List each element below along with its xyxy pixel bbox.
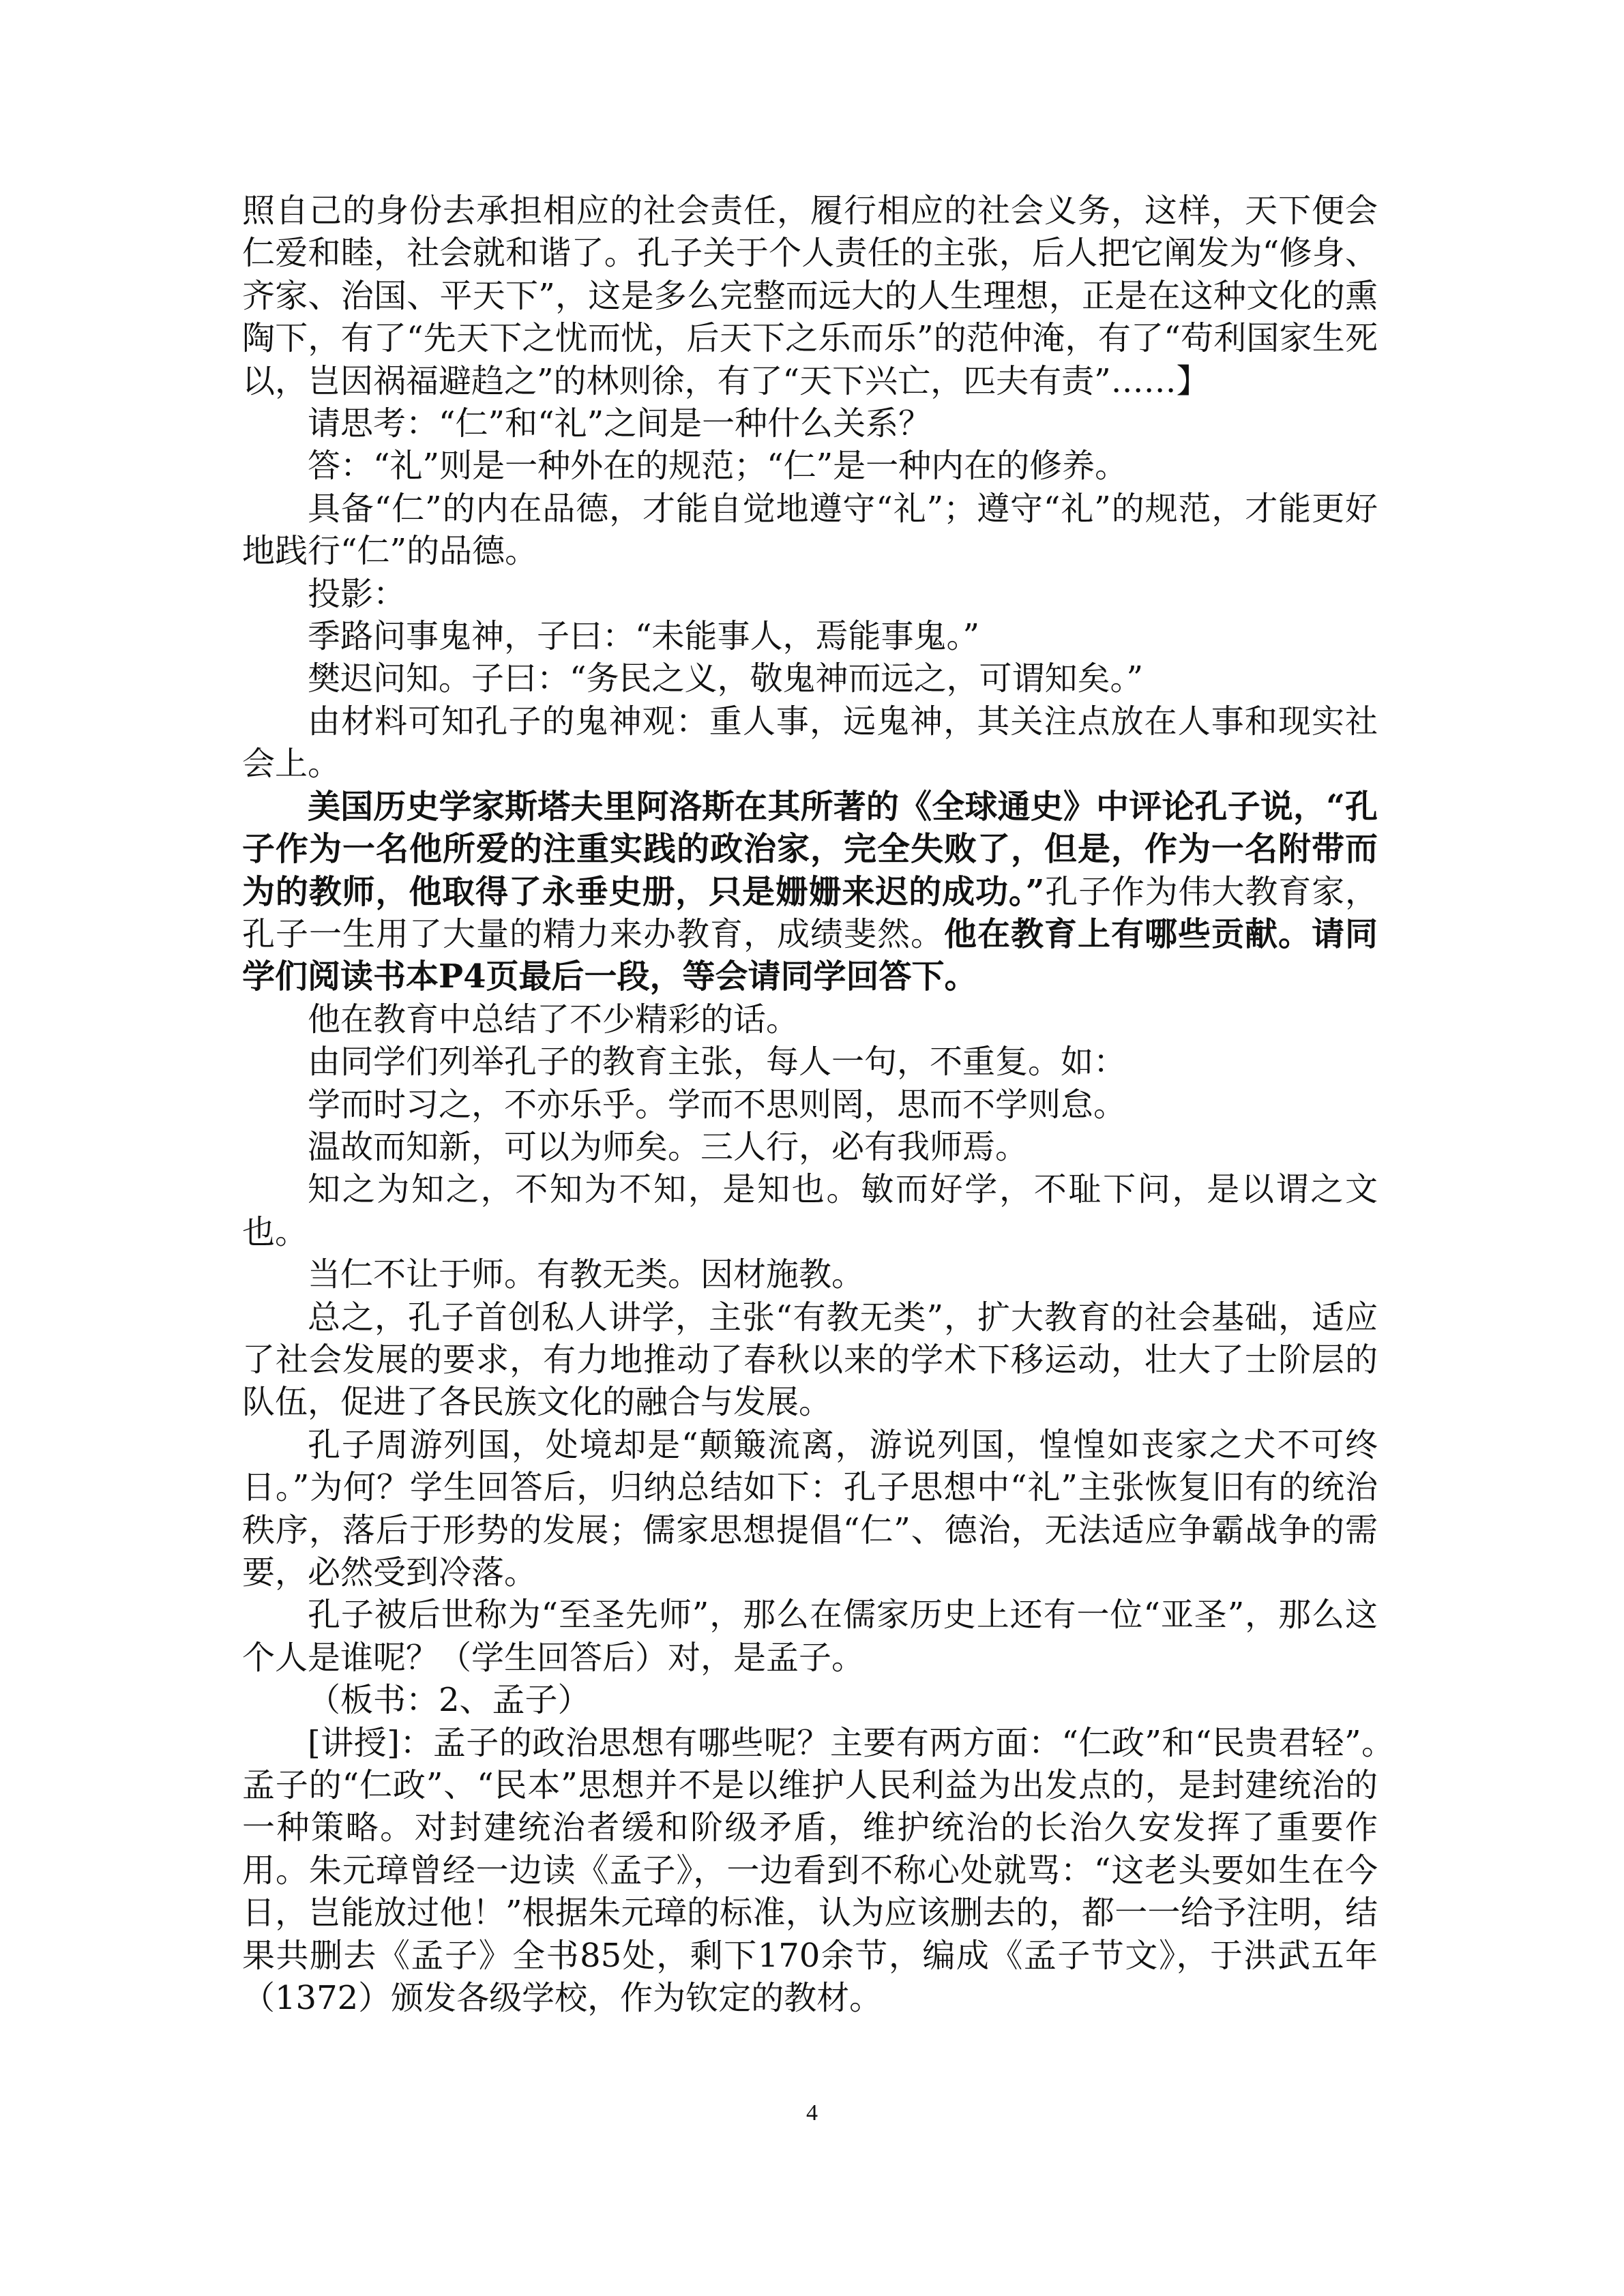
page-number: 4 <box>806 2100 818 2126</box>
stavrianos-quote-bold: 美国历史学家斯塔夫里阿洛斯在其所著的《全球通史》中评论孔子说，“孔子作为一名他所爱的注重实践的政治家，完全失败了，但是，作为一名附带而为的教师，他取得了永垂史册，只是姗姗来迟的成功。” <box>242 787 1378 911</box>
travel-paragraph: 孔子周游列国，处境却是“颠簸流离，游说列国，惶惶如丧家之犬不可终日。”为何？学生回答后，归纳总结如下：孔子思想中“礼”主张恢复旧有的统治秩序，落后于形势的发展；儒家思想提倡“仁”、德治，无法适应争霸战争的需要，必然受到冷落。 <box>242 1425 1378 1592</box>
education-quote-3: 知之为知之，不知为不知，是知也。敏而好学，不耻下问，是以谓之文也。 <box>242 1170 1378 1251</box>
stavrianos-normal-text: 孔子作为伟大教育家，孔子一生用了大量的精力来办教育，成绩斐然。 <box>242 872 1378 953</box>
mencius-lecture-paragraph: [讲授]：孟子的政治思想有哪些呢？主要有两方面：“仁政”和“民贵君轻”。 孟子的“仁政”、“民本”思想并不是以维护人民利益为出发点的，是封建统治的一种策略。对封建统治者缓和阶级矛盾，维护统治的长治久安发挥了重要作用。朱元璋曾经一边读《孟子》，一边看到不称心处就骂：“这老头要如生在今日，岂能放过他！”根据朱元璋的标准，认为应该删去的，都一一给予注明，结果共删去《孟子》全书85处，剩下170余节，编成《孟子节文》，于洪武五年（1372）颁发各级学校，作为钦定的教材。 <box>242 1723 1411 2018</box>
projection-label: 投影： <box>308 574 407 613</box>
education-list-instruction: 由同学们列举孔子的教育主张，每人一句，不重复。如： <box>308 1043 1127 1082</box>
education-conclusion-paragraph: 总之，孔子首创私人讲学，主张“有教无类”，扩大教育的社会基础，适应了社会发展的要求，有力地推动了春秋以来的学术下移运动，壮大了士阶层的队伍，促进了各民族文化的融合与发展。 <box>242 1298 1378 1422</box>
education-quote-2: 温故而知新，可以为师矣。三人行，必有我师焉。 <box>308 1127 1029 1166</box>
quote-jilu: 季路问事鬼神，子曰：“未能事人，焉能事鬼。” <box>308 617 980 656</box>
ghost-god-view-paragraph: 由材料可知孔子的鬼神观：重人事，远鬼神，其关注点放在人事和现实社会上。 <box>242 702 1378 784</box>
education-quote-4: 当仁不让于师。有教无类。因材施教。 <box>308 1255 865 1294</box>
mencius-intro-paragraph: 孔子被后世称为“至圣先师”，那么在儒家历史上还有一位“亚圣”，那么这个人是谁呢？（学生回答后）对，是孟子。 <box>242 1596 1378 1677</box>
answer-paragraph: 答：“礼”则是一种外在的规范；“仁”是一种内在的修养。 <box>308 447 1128 486</box>
board-note-mencius: （板书：2、孟子） <box>308 1681 591 1720</box>
ren-li-relation-paragraph: 具备“仁”的内在品德，才能自觉地遵守“礼”；遵守“礼”的规范，才能更好地践行“仁”的品德。 <box>242 489 1378 571</box>
document-body <box>242 190 1411 2019</box>
paragraph-continuation: 照自己的身份去承担相应的社会责任，履行相应的社会义务，这样，天下便会仁爱和睦，社会就和谐了。孔子关于个人责任的主张，后人把它阐发为“修身、齐家、治国、平天下”，这是多么完整而远大的人生理想，正是在这种文化的熏陶下，有了“先天下之忧而忧，后天下之乐而乐”的范仲淹，有了“苟利国家生死以，岂因祸福避趋之”的林则徐，有了“天下兴亡，匹夫有责”……】 <box>242 192 1378 400</box>
education-summary-intro: 他在教育中总结了不少精彩的话。 <box>308 1000 799 1039</box>
education-quote-1: 学而时习之，不亦乐乎。学而不思则罔，思而不学则怠。 <box>308 1085 1127 1124</box>
question-prompt: 请思考：“仁”和“礼”之间是一种什么关系？ <box>308 404 932 443</box>
quote-fanchi: 樊迟问知。子曰：“务民之义，敬鬼神而远之，可谓知矣。” <box>308 659 1144 698</box>
stavrianos-task-bold: 他在教育上有哪些贡献。请同学们阅读书本P4页最后一段，等会请同学回答下。 <box>242 914 1378 996</box>
stavrianos-paragraph <box>242 786 1378 998</box>
